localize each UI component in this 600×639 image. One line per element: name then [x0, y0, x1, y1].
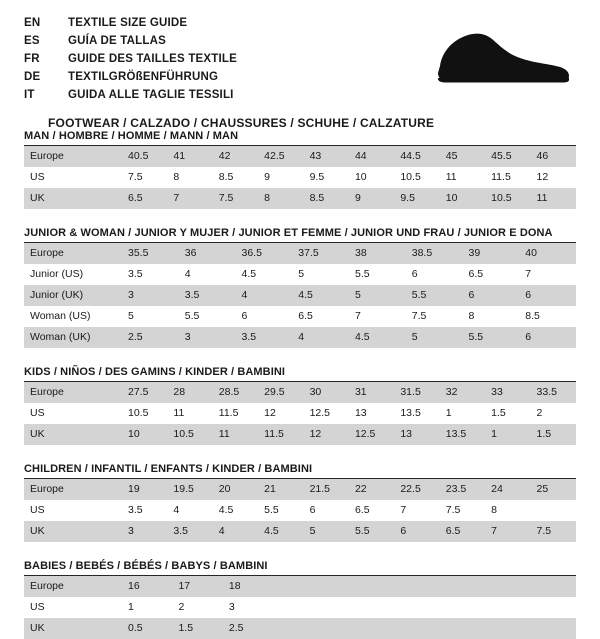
language-row [24, 68, 237, 86]
size-table-man [24, 146, 576, 209]
cell: 6.5 [354, 504, 370, 516]
cell: 10.5 [400, 171, 421, 183]
cell: 5.5 [264, 504, 279, 516]
cell: 5 [298, 268, 305, 280]
cell: 2.5 [122, 327, 179, 348]
cell: 1 [445, 407, 452, 419]
cell: 38.5 [406, 243, 463, 264]
cell: 4.5 [258, 521, 303, 542]
cell: 1 [128, 601, 134, 613]
cell: 3.5 [236, 327, 293, 348]
cell: 12.5 [349, 424, 394, 445]
cell [324, 576, 374, 597]
cell: 27.5 [122, 382, 167, 403]
cell: 9 [264, 171, 271, 183]
cell: 5 [406, 327, 463, 348]
cell: 22 [349, 479, 394, 500]
cell: 4 [213, 521, 258, 542]
row-label: Junior (US) [30, 268, 84, 280]
cell: 30 [304, 382, 349, 403]
cell: 10 [122, 424, 167, 445]
cell [425, 576, 475, 597]
cell: 6.5 [122, 188, 167, 209]
cell: 5.5 [406, 285, 463, 306]
cell: 9.5 [309, 171, 325, 183]
cell: 33.5 [531, 382, 576, 403]
size-table-children [24, 479, 576, 542]
section-children [0, 463, 600, 542]
cell: 4 [236, 285, 293, 306]
row-label: Europe [24, 576, 122, 597]
cell: 25 [531, 479, 576, 500]
cell: 1.5 [172, 618, 222, 639]
cell: 42 [213, 146, 258, 167]
cell [475, 576, 525, 597]
cell: 1 [485, 424, 530, 445]
table-row [24, 597, 576, 618]
cell: 8 [491, 504, 497, 516]
cell: 4 [184, 268, 191, 280]
language-title: TEXTILGRÖßENFÜHRUNG [68, 70, 219, 83]
section-junior-woman [0, 227, 600, 348]
cell: 28 [167, 382, 212, 403]
cell: 40.5 [122, 146, 167, 167]
cell: 40 [519, 243, 576, 264]
language-row [24, 50, 237, 68]
cell: 6.5 [298, 310, 313, 322]
size-table-babies [24, 576, 576, 639]
row-label: Europe [24, 146, 122, 167]
cell: 11 [531, 188, 576, 209]
language-code: EN [24, 16, 41, 29]
language-title: GUÍA DE TALLAS [68, 34, 166, 47]
cell [374, 576, 424, 597]
cell: 21 [258, 479, 303, 500]
cell: 22.5 [394, 479, 439, 500]
cell: 7 [355, 310, 361, 322]
cell: 4.5 [349, 327, 406, 348]
row-label: US [30, 504, 45, 516]
row-label: Europe [24, 479, 122, 500]
language-row [24, 14, 237, 32]
cell [273, 576, 323, 597]
cell: 7.5 [213, 188, 258, 209]
cell: 21.5 [304, 479, 349, 500]
cell: 17 [172, 576, 222, 597]
cell: 11 [445, 171, 457, 183]
cell: 13.5 [440, 424, 485, 445]
table-row [24, 243, 576, 264]
cell: 7 [485, 521, 530, 542]
cell: 3 [179, 327, 236, 348]
cell: 3.5 [179, 285, 236, 306]
cell: 46 [531, 146, 576, 167]
cell: 28.5 [213, 382, 258, 403]
section-man [0, 130, 600, 209]
cell: 19 [122, 479, 167, 500]
cell: 37.5 [292, 243, 349, 264]
cell: 6 [309, 504, 316, 516]
cell: 2.5 [223, 618, 273, 639]
language-code: FR [24, 52, 40, 65]
cell: 7.5 [445, 504, 461, 516]
cell: 41 [167, 146, 212, 167]
cell: 11 [173, 407, 185, 419]
cell: 23.5 [440, 479, 485, 500]
cell: 8.5 [218, 171, 234, 183]
cell [475, 597, 525, 618]
cell: 6 [411, 268, 418, 280]
cell: 12.5 [309, 407, 330, 419]
document-header [0, 0, 600, 130]
cell: 11.5 [218, 407, 239, 419]
cell [425, 618, 475, 639]
section-heading: JUNIOR & WOMAN / JUNIOR Y MUJER / JUNIOR ET FEMME / JUNIOR UND FRAU / JUNIOR E DONA [24, 227, 576, 243]
cell [324, 618, 374, 639]
row-label: Europe [24, 243, 122, 264]
cell: 11.5 [258, 424, 303, 445]
cell [273, 618, 323, 639]
cell [475, 618, 525, 639]
table-row [24, 521, 576, 542]
cell [425, 597, 475, 618]
row-label: Woman (UK) [24, 327, 122, 348]
cell: 19.5 [167, 479, 212, 500]
table-row [24, 167, 576, 188]
cell: 5.5 [184, 310, 200, 322]
cell: 32 [440, 382, 485, 403]
cell [526, 576, 577, 597]
cell: 33 [485, 382, 530, 403]
cell: 44 [349, 146, 394, 167]
language-title-list [24, 14, 237, 104]
cell: 7.5 [531, 521, 576, 542]
table-row [24, 285, 576, 306]
row-label: Junior (UK) [24, 285, 122, 306]
cell: 7 [525, 268, 532, 280]
cell: 8 [468, 310, 475, 322]
cell: 9 [349, 188, 394, 209]
cell: 39 [463, 243, 520, 264]
cell: 5 [128, 310, 134, 322]
cell: 10 [440, 188, 485, 209]
cell: 38 [349, 243, 406, 264]
table-row [24, 264, 576, 285]
cell: 3 [122, 285, 179, 306]
cell: 6 [519, 285, 576, 306]
cell: 5.5 [355, 268, 370, 280]
table-row [24, 306, 576, 327]
language-row [24, 86, 237, 104]
cell: 3 [228, 601, 235, 613]
language-row [24, 32, 237, 50]
cell: 1.5 [491, 407, 506, 419]
cell: 3.5 [128, 268, 143, 280]
cell: 11.5 [491, 171, 511, 183]
section-heading: KIDS / NIÑOS / DES GAMINS / KINDER / BAMBINI [24, 366, 576, 382]
cell: 36 [179, 243, 236, 264]
table-row [24, 576, 576, 597]
cell [374, 618, 424, 639]
cell: 10.5 [128, 407, 149, 419]
cell: 6 [394, 521, 439, 542]
cell: 8.5 [525, 310, 540, 322]
cell: 43 [304, 146, 349, 167]
row-label: UK [24, 618, 122, 639]
section-heading: MAN / HOMBRE / HOMME / MANN / MAN [24, 130, 576, 146]
table-row [24, 188, 576, 209]
cell: 13 [394, 424, 439, 445]
cell: 29.5 [258, 382, 303, 403]
table-row [24, 479, 576, 500]
cell: 4.5 [241, 268, 257, 280]
cell: 2 [178, 601, 185, 613]
cell: 35.5 [122, 243, 179, 264]
cell: 1.5 [531, 424, 576, 445]
size-table-kids [24, 382, 576, 445]
cell [273, 597, 323, 618]
cell: 11 [213, 424, 258, 445]
cell: 44.5 [394, 146, 439, 167]
language-code: DE [24, 70, 41, 83]
cell: 8.5 [304, 188, 349, 209]
cell: 3.5 [167, 521, 212, 542]
cell: 5.5 [349, 521, 394, 542]
cell: 5.5 [463, 327, 520, 348]
cell: 9.5 [394, 188, 439, 209]
cell: 5 [349, 285, 406, 306]
table-row [24, 500, 576, 521]
row-label: UK [24, 424, 122, 445]
cell [374, 597, 424, 618]
language-code: IT [24, 88, 35, 101]
category-title: FOOTWEAR / CALZADO / CHAUSSURES / SCHUHE / CALZATURE [48, 116, 435, 130]
cell: 24 [485, 479, 530, 500]
language-title: GUIDE DES TAILLES TEXTILE [68, 52, 237, 65]
table-row [24, 146, 576, 167]
cell [324, 597, 374, 618]
cell: 8 [173, 171, 180, 183]
cell: 13.5 [400, 407, 421, 419]
cell: 6 [241, 310, 248, 322]
language-title: TEXTILE SIZE GUIDE [68, 16, 188, 29]
cell: 6.5 [440, 521, 485, 542]
cell [526, 618, 577, 639]
cell: 0.5 [122, 618, 172, 639]
size-table-junior-woman [24, 243, 576, 348]
table-row [24, 382, 576, 403]
cell: 42.5 [258, 146, 303, 167]
cell: 7 [400, 504, 407, 516]
cell: 5 [304, 521, 349, 542]
table-row [24, 424, 576, 445]
cell: 18 [223, 576, 273, 597]
cell: 4.5 [218, 504, 234, 516]
cell: 31.5 [394, 382, 439, 403]
section-heading: CHILDREN / INFANTIL / ENFANTS / KINDER / BAMBINI [24, 463, 576, 479]
row-label: US [30, 601, 45, 613]
cell: 36.5 [236, 243, 293, 264]
language-code: ES [24, 34, 40, 47]
row-label: Woman (US) [30, 310, 91, 322]
cell: 4 [292, 327, 349, 348]
section-heading: BABIES / BEBÉS / BÉBÉS / BABYS / BAMBINI [24, 560, 576, 576]
cell [526, 597, 577, 618]
table-row [24, 327, 576, 348]
cell: 12 [536, 171, 549, 183]
cell: 13 [354, 407, 367, 419]
cell: 10 [354, 171, 367, 183]
cell: 7.5 [128, 171, 143, 183]
cell: 12 [264, 407, 276, 419]
cell: 4 [173, 504, 180, 516]
cell: 31 [349, 382, 394, 403]
row-label: US [30, 171, 45, 183]
cell: 10.5 [167, 424, 212, 445]
language-title: GUIDA ALLE TAGLIE TESSILI [68, 88, 234, 101]
cell: 6 [463, 285, 520, 306]
row-label: UK [24, 521, 122, 542]
row-label: Europe [24, 382, 122, 403]
cell: 7.5 [411, 310, 427, 322]
cell [531, 500, 576, 521]
cell: 16 [122, 576, 172, 597]
cell: 45.5 [485, 146, 530, 167]
section-kids [0, 366, 600, 445]
cell: 4.5 [292, 285, 349, 306]
cell: 3 [122, 521, 167, 542]
row-label: US [30, 407, 45, 419]
cell: 10.5 [485, 188, 530, 209]
cell: 45 [440, 146, 485, 167]
cell: 12 [304, 424, 349, 445]
cell: 8 [258, 188, 303, 209]
cell: 7 [167, 188, 212, 209]
cell: 6 [519, 327, 576, 348]
table-row [24, 403, 576, 424]
table-row [24, 618, 576, 639]
row-label: UK [24, 188, 122, 209]
cell: 6.5 [468, 268, 484, 280]
dress-shoe-icon [412, 22, 572, 92]
cell: 20 [213, 479, 258, 500]
cell: 2 [536, 407, 543, 419]
cell: 3.5 [128, 504, 143, 516]
